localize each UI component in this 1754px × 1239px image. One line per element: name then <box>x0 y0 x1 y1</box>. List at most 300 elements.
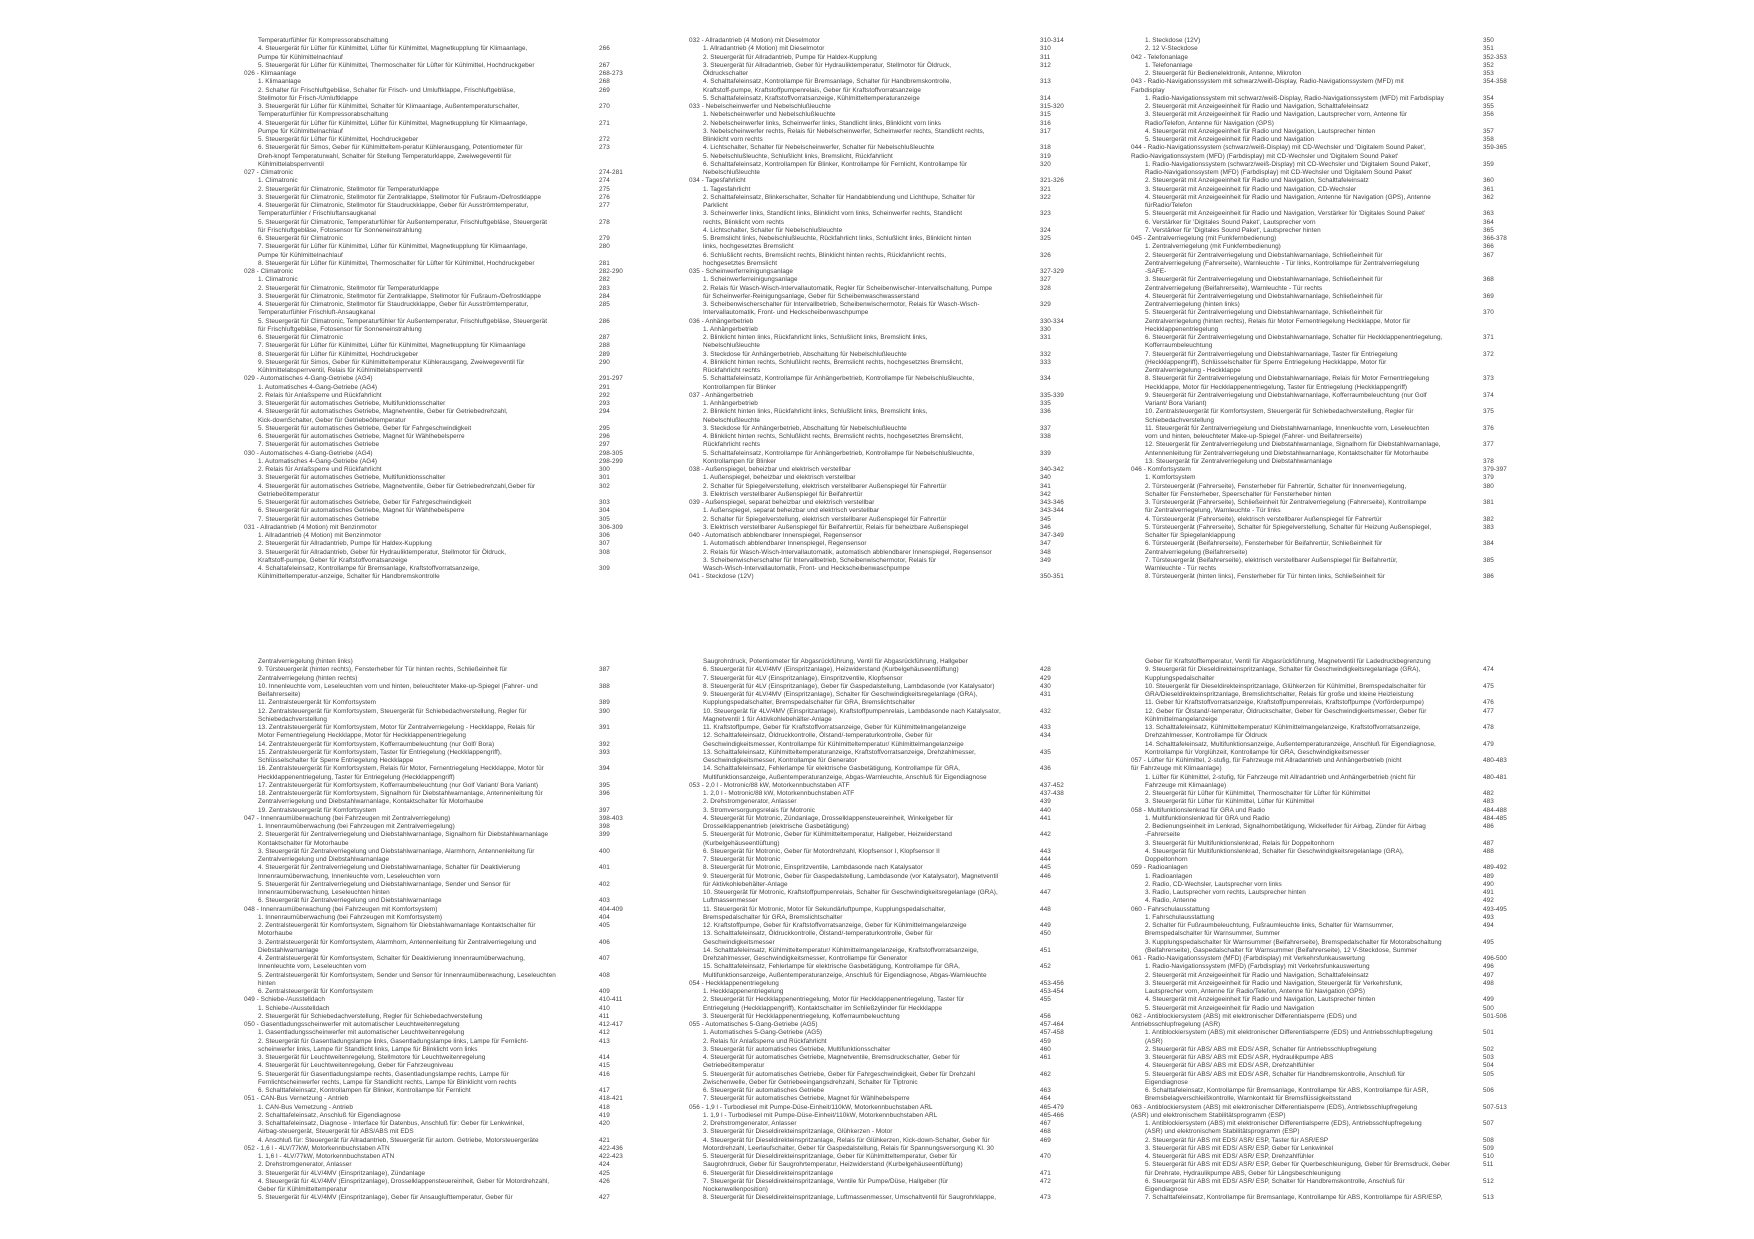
page-reference: 286 <box>599 317 610 325</box>
index-line-text: 029 - Automatisches 4-Gang-Getriebe (AG4) <box>244 375 373 383</box>
page-reference: 421 <box>599 1136 610 1144</box>
index-line-text: 3. Steuergerät mit Anzeigeeinheit für Radio und Navigation, CD-Wechsler <box>1145 185 1357 193</box>
index-line-text: 3. Steuergerät für 4LV/4MV (Einspritzanlage), Zündanlage <box>258 1169 426 1177</box>
index-line <box>244 202 724 210</box>
index-line-text: 4. Steuergerät für 4LV/4MV (Einspritzanlage), Drosselklappensteuereinheit, Geber für Motordrehzahl, <box>258 1177 550 1185</box>
page-reference: 309 <box>599 565 610 572</box>
page-reference: 298-299 <box>599 457 623 465</box>
index-line-text: 2. Schalttafeleinsatz, Blinkerschalter, Schalter für Handabblendung und Lichthupe, Schalter für <box>703 193 975 201</box>
index-line <box>689 765 1169 773</box>
page-reference: 419 <box>599 1111 610 1119</box>
index-line-text: 058 - Multifunktionslenkrad für GRA und Radio <box>1131 806 1266 814</box>
page-reference: 420 <box>599 1120 610 1127</box>
index-line-text: 3. Nebelscheinwerfer rechts, Relais für Nebelscheinwerfer, Scheinwerfer rechts, Standlicht rechts, <box>703 127 985 135</box>
index-line-text: 040 - Automatisch abblendbarer Innenspiegel, Regensensor <box>689 532 862 539</box>
index-line-text: 5. Steuergerät für ABS mit EDS/ ASR/ ESP, Geber für Querbeschleunigung, Geber für Bremsdruck, Geber <box>1145 1161 1450 1169</box>
index-line-text: Lautsprecher vorn, Antenne für Radio/Telefon, Antenne für Navigation (GPS) <box>1145 988 1366 995</box>
index-section-header <box>244 1145 724 1153</box>
index-line <box>244 433 724 441</box>
index-line <box>244 144 724 152</box>
index-line <box>689 153 1169 161</box>
index-line-text: 14. Schalttafeleinsatz, Multifunktionsanzeige, Außentemperaturanzeige, Anschluß für Eigendiagnose, <box>1145 740 1436 748</box>
page-reference: 414 <box>599 1054 610 1061</box>
page-reference: 363 <box>1483 210 1494 218</box>
index-line-text: -Fahrerseite <box>1145 831 1181 839</box>
index-line <box>1131 1062 1611 1070</box>
index-line <box>244 557 724 565</box>
index-line <box>1131 532 1611 540</box>
index-section-header <box>689 532 1169 540</box>
index-line-text: 15. Zentralsteuergerät für Komfortsystem, Taster für Entriegelung (Heckklappengriff), <box>258 748 502 756</box>
index-line <box>689 1137 1169 1145</box>
index-line-text: -SAFE- <box>1145 268 1167 275</box>
index-line-text: Dreh-knopf Temperaturwahl, Schalter für Stellung Temperaturklappe, Zweiwegeventil für <box>258 152 512 160</box>
page-reference: 327-329 <box>1040 268 1064 275</box>
page-reference: 450 <box>1040 930 1051 938</box>
index-line <box>1131 1046 1611 1054</box>
index-line-text: 4. Steuergerät für Lüfter für Kühlmittel, Lüfter für Kühlmittel, Magnetkupplung für Klimaanlage, <box>258 119 528 127</box>
page-reference: 486 <box>1483 823 1494 830</box>
index-line <box>1131 375 1611 383</box>
index-line-text: für Aktivkohlebehälter-Anlage <box>703 880 788 888</box>
page-reference: 302 <box>599 482 610 490</box>
page-reference: 365 <box>1483 226 1494 234</box>
page-reference: 304 <box>599 507 610 515</box>
index-line <box>244 1071 724 1079</box>
page-reference: 336 <box>1040 408 1051 416</box>
page-reference: 510 <box>1483 1153 1494 1160</box>
index-line-text: 3. Scheinwerfer links, Standlicht links, Blinklicht vorn links, Scheinwerfer rechts, Standlicht <box>703 210 963 218</box>
index-line <box>689 1186 1169 1194</box>
index-line <box>1131 483 1611 491</box>
index-line-text: 3. Steuergerät für Climatronic, Stellmotor für Zentralklappe, Stellmotor für Fußraum-/Defrostklappe <box>258 193 542 201</box>
index-line-text: Bremspedalschalter für Warnsummer, Summer <box>1145 930 1280 938</box>
index-line <box>244 724 724 732</box>
index-line <box>244 408 724 416</box>
index-line-text: 3. Steuergerät für ABS/ ABS mit EDS/ ASR, Hydraulikpumpe ABS <box>1145 1054 1334 1061</box>
index-line-text: 5. Steuergerät für ABS/ ABS mit EDS/ ASR, Schalter für Handbremskontrolle, Anschluß für <box>1145 1070 1406 1078</box>
page-reference: 471 <box>1040 1169 1051 1177</box>
page-reference: 341 <box>1040 482 1051 490</box>
index-line <box>1131 342 1611 350</box>
index-line-text: Zentralverriegelung (hinten links) <box>258 658 353 665</box>
page-reference: 349 <box>1040 556 1051 564</box>
index-line <box>244 111 724 119</box>
index-line-text: 2. Relais für Anlaßsperre und Rückfahrlicht <box>258 466 382 473</box>
index-line <box>244 177 724 185</box>
page-reference: 483 <box>1483 798 1494 806</box>
index-line-text: 7. Steuergerät für Zentralverriegelung und Diebstahlwarnanlage, Taster für Entriegelung <box>1145 350 1398 358</box>
page-reference: 448 <box>1040 905 1051 913</box>
index-line <box>244 716 724 724</box>
page-reference: 273 <box>599 144 610 152</box>
index-line-text: 3. Schalttafeleinsatz, Diagnose - Interface für Datenbus, Anschluß für: Geber für Lenkwinkel, <box>258 1120 525 1127</box>
page-reference: 477 <box>1483 707 1494 715</box>
index-section-header <box>689 268 1169 276</box>
index-line <box>244 708 724 716</box>
index-line <box>244 78 724 86</box>
index-line-text: 036 - Anhängerbetrieb <box>689 317 754 325</box>
page-reference: 508 <box>1483 1136 1494 1144</box>
index-line <box>689 549 1169 557</box>
index-line <box>1131 367 1611 375</box>
index-line-text: 6. Steuergerät für automatisches Getriebe <box>703 1087 825 1094</box>
index-line-text: 5. Zentralsteuergerät für Komfortsystem, Sender und Sensor für Innenraumüberwachung, Leseleuchten <box>258 971 556 979</box>
index-line <box>1131 856 1611 864</box>
index-line-text: 9. Steuergerät für Zentralverriegelung und Diebstahlwarnanlage, Kofferraumbeleuchtung (nur Golf <box>1145 391 1427 399</box>
index-line-text: Bremsbelagverschleißkontrolle, Warnkontakt für Bremsflüssigkeitsstand <box>1145 1095 1352 1103</box>
index-line <box>689 1005 1169 1013</box>
index-section-header <box>1131 78 1611 86</box>
index-line <box>689 815 1169 823</box>
index-line-text: 5. Schalttafeleinsatz, Kontrollampe für Anhängerbetrieb, Kontrollampe für Nebelschlußleuchte, <box>703 449 975 457</box>
index-line <box>689 988 1169 996</box>
index-line-text: 2. Steuergerät für Heckklappenentriegelung, Motor für Heckklappenentriegelung, Taster für <box>703 996 965 1004</box>
page-reference: 464 <box>1040 1095 1051 1103</box>
index-line <box>1131 691 1611 699</box>
index-line-text: 2. Steuergerät für Allradantrieb, Pumpe für Haldex-Kupplung <box>703 53 877 61</box>
index-line-text: 048 - Innenraumüberwachung (bei Fahrzeugen mit Komfortsystem) <box>244 905 438 913</box>
index-line-text: (Kurbelgehäuseentlüftung) <box>703 839 780 847</box>
page-reference: 390 <box>599 707 610 715</box>
page-reference: 478 <box>1483 724 1494 731</box>
page-reference: 372 <box>1483 350 1494 358</box>
index-line <box>1131 741 1611 749</box>
index-line-text: 11. Zentralsteuergerät für Komfortsystem <box>258 699 377 707</box>
index-line-text: 6. Schalttafeleinsatz, Kontrollampe für Bremsanlage, Kontrollampe für ABS, Kontrollampe für ASR, <box>1145 1087 1429 1094</box>
index-line-text: 045 - Zentralverriegelung (mit Funkfernbedienung) <box>1131 235 1277 242</box>
index-line-text: Heckklappe, Motor für Heckklappenentriegelung, Taster für Entriegelung (Heckklappengriff) <box>1145 383 1408 391</box>
page-reference: 366-378 <box>1483 235 1507 242</box>
index-line-text: (Heckklappengriff), Schlüsselschalter für Sperre Entriegelung Heckklappe, Motor für <box>1145 358 1387 366</box>
index-line-text: Luftmassenmesser <box>703 897 758 905</box>
page-reference: 469 <box>1040 1136 1051 1144</box>
index-line-text: 1. 1,9 l - Turbodiesel mit Pumpe-Düse-Einheit/110kW, Motorkennbuchstaben ARL <box>703 1111 938 1119</box>
index-line <box>689 658 1169 666</box>
index-line <box>244 466 724 474</box>
page-reference: 378 <box>1483 457 1494 465</box>
index-line <box>689 840 1169 848</box>
index-line-text: 8. Steuergerät für Zentralverriegelung und Diebstahlwarnanlage, Relais für Motor Fernentriegelung <box>1145 375 1430 383</box>
index-line-text: Heckklappenentriegelung, Taster für Entriegelung (Heckklappengriff) <box>258 773 455 781</box>
index-line-text: 2. Nebelscheinwerfer links, Scheinwerfer links, Standlicht links, Blinklicht vorn links <box>703 119 942 127</box>
page-reference: 335 <box>1040 400 1051 407</box>
index-line <box>689 276 1169 284</box>
index-line-text: 1. Innenraumüberwachung (bei Fahrzeugen mit Zentralverriegelung) <box>258 823 455 830</box>
index-line-text: 1. Antiblockiersystem (ABS) mit elektronischer Differentialsperre (EDS) und Antriebsschlupfregelung <box>1145 1029 1433 1037</box>
index-line-text: Geschwindigkeitsmesser, Kontrollampe für Kühlmitteltemperatur/ Kühlmittelmangelanzeige <box>703 740 964 748</box>
page-reference: 487 <box>1483 839 1494 847</box>
index-line-text: 14. Schalttafeleinsatz, Fehlerlampe für elektrische Gasbetätigung, Kontrollampe für GRA, <box>703 765 960 773</box>
index-line <box>1131 774 1611 782</box>
index-line <box>244 666 724 674</box>
index-section-header <box>689 782 1169 790</box>
index-line <box>244 276 724 284</box>
page-reference: 366 <box>1483 243 1494 251</box>
page-reference: 364 <box>1483 218 1494 226</box>
index-line <box>1131 573 1611 581</box>
page-reference: 428 <box>1040 666 1051 674</box>
index-line <box>244 823 724 831</box>
page-reference: 284 <box>599 292 610 300</box>
index-line-text: 5. Steuergerät für Motronic, Geber für Kühlmitteltemperatur, Hallgeber, Heizwiderstand <box>703 831 953 839</box>
index-line <box>1131 683 1611 691</box>
page-reference: 356 <box>1483 111 1494 119</box>
index-line-text: 059 - Radioanlagen <box>1131 864 1188 872</box>
index-line <box>689 1054 1169 1062</box>
index-column-top-right <box>1131 37 1611 582</box>
index-line-text: 049 - Schiebe-/Ausstelldach <box>244 996 325 1004</box>
page-reference: 347-349 <box>1040 532 1064 539</box>
page-reference: 305 <box>599 515 610 523</box>
index-line <box>244 881 724 889</box>
index-line <box>689 848 1169 856</box>
index-line <box>244 831 724 839</box>
index-line <box>1131 219 1611 227</box>
index-line <box>1131 699 1611 707</box>
index-line <box>1131 889 1611 897</box>
index-line <box>1131 392 1611 400</box>
page-reference: 410 <box>599 1004 610 1012</box>
index-line <box>689 1170 1169 1178</box>
index-line-text: Blinklicht vorn rechts <box>703 136 763 143</box>
index-line <box>1131 798 1611 806</box>
index-line-text: 2. Türsteuergerät (Fahrerseite), Fensterheber für Fahrertür, Schalter für Innenverriegelung, <box>1145 482 1407 490</box>
index-line-text: 5. Steuergerät für automatisches Getriebe, Geber für Fahrgeschwindigkeit <box>258 424 472 432</box>
index-line-text: 16. Zentralsteuergerät für Komfortsystem, Relais für Motor, Fernentriegelung Heckklappe, Motor für <box>258 765 544 773</box>
index-line-text: Motor Fernentriegelung Heckklappe, Motor für Heckklappenentriegelung <box>258 732 467 740</box>
index-line-text: 7. Steuergerät für Lüfter für Kühlmittel, Lüfter für Kühlmittel, Magnetkupplung für Klimaanlage <box>258 342 526 350</box>
index-section-header <box>244 996 724 1004</box>
index-line-text: 6. Schlußlicht rechts, Bremslicht rechts, Blinklicht hinten rechts, Rückfahrlicht rechts, <box>703 251 947 259</box>
index-line-text: 3. Türsteuergerät (Fahrerseite), Schließeinheit für Zentralverriegelung (Fahrerseite), Kontrollampe <box>1145 499 1427 506</box>
index-line <box>689 202 1169 210</box>
index-line-text: 7. Steuergerät für automatisches Getriebe, Magnet für Wählhebelsperre <box>703 1095 910 1103</box>
page-reference: 326 <box>1040 251 1051 259</box>
index-line <box>244 972 724 980</box>
index-section-header <box>1131 144 1611 152</box>
page-reference: 467 <box>1040 1120 1051 1127</box>
page-reference: 497 <box>1483 971 1494 979</box>
index-line <box>689 889 1169 897</box>
index-line-text: 2. Steuergerät für Schiebedachverstellung, Regler für Schiebedachverstellung <box>258 1012 483 1020</box>
index-line-text: Drehzahlmesser, Kontrollampe für Öldruck <box>1145 732 1268 740</box>
index-line <box>1131 1178 1611 1186</box>
index-line <box>244 939 724 947</box>
index-line-text: 4. Steuergerät für ABS/ ABS mit EDS/ ASR, Drehzahlfühler <box>1145 1062 1315 1070</box>
index-line-text: 1. Radio-Navigationssystem mit schwarz/weiß-Display, Radio-Navigationssystem (MFD) mit Farbdisplay <box>1145 94 1444 102</box>
index-line <box>244 1013 724 1021</box>
index-line-text: Entriegelung (Heckklappengriff), Kontaktschalter im Schließzylinder für Heckklappe <box>703 1004 943 1012</box>
index-line-text: 1. Allradantrieb (4 Motion) mit Dieselmotor <box>703 45 825 53</box>
index-line-text: 3. Steckdose für Anhängerbetrieb, Abschaltung für Nebelschlußleuchte <box>703 424 907 432</box>
index-line-text: 7. Steuergerät für 4LV (Einspritzanlage), Einspritzventile, Klopfsensor <box>703 674 903 682</box>
index-line-text: 3. Radio, Lautsprecher vorn rechts, Lautsprecher hinten <box>1145 889 1306 896</box>
index-line-text: 3. Steuergerät mit Anzeigeeinheit für Radio und Navigation, Lautsprecher vorn, Antenne für <box>1145 111 1408 119</box>
index-line-text: 8. Steuergerät für Lüfter für Kühlmittel, Thermoschalter für Lüfter für Kühlmittel, Hochdruckgeber <box>258 259 535 267</box>
index-section-header <box>244 1095 724 1103</box>
index-line-text: 3. Steuergerät für automatisches Getriebe, Multifunktionsschalter <box>258 474 446 482</box>
index-line <box>1131 408 1611 416</box>
index-line <box>689 922 1169 930</box>
index-line-text: 3. Scheibenwischerschalter für Intervallbetrieb, Scheibenwischermotor, Relais für <box>703 556 937 564</box>
page-reference: 321 <box>1040 185 1051 193</box>
index-line <box>244 1153 724 1161</box>
index-line-text: 053 - 2,0 l - Motronic/88 kW, Motorkennbuchstaben ATF <box>689 781 850 789</box>
index-line-text: 4. Steuergerät für Climatronic, Stellmotor für Staudruckklappe, Geber für Ausströmtemperatur, <box>258 301 529 308</box>
index-line-text: 038 - Außenspiegel, beheizbar und elektrisch verstellbar <box>689 466 851 473</box>
index-line-text: Saugrohrdruck, Potentiometer für Abgasrückführung, Ventil für Abgasrückführung, Hallgeber <box>703 658 968 665</box>
index-line-text: 12. Kraftstoffpumpe, Geber für Kraftstoffvorratsanzeige, Geber für Kühlmittelmangelanzeige <box>703 922 967 929</box>
index-section-header <box>1131 153 1611 161</box>
index-line-text: Geber für Kühlmitteltemperatur <box>258 1186 348 1193</box>
page-reference: 404-409 <box>599 905 623 913</box>
index-line-text: Innenleuchte vorn, Leseleuchten vorn <box>258 963 367 971</box>
index-line <box>689 375 1169 383</box>
page-reference: 430 <box>1040 682 1051 690</box>
index-line-text: 1. Klimaanlage <box>258 78 301 86</box>
index-line-text: 6. Zentralsteuergerät für Komfortsystem <box>258 988 373 995</box>
page-reference: 360 <box>1483 177 1494 185</box>
index-line <box>244 309 724 317</box>
index-line-text: 1. Tagesfahrlicht <box>703 185 751 193</box>
index-line-text: 1. Climatronic <box>258 177 298 185</box>
index-line-text: Zentralverriegelung und Diebstahlwarnanlage <box>258 856 390 863</box>
index-line <box>689 111 1169 119</box>
index-line <box>1131 177 1611 185</box>
index-line-text: Zwischenwelle, Geber für Getriebeeingangsdrehzahl, Schalter für Tiptronic <box>703 1078 918 1086</box>
index-line-text: 10. Innenleuchte vorn, Leseleuchten vorn und hinten, beleuchteter Make-up-Spiegel (Fahrer- und <box>258 682 538 690</box>
page-reference: 480-483 <box>1483 757 1507 764</box>
page-reference: 351 <box>1483 45 1494 53</box>
index-line-text: Kupplungspedalschalter <box>1145 674 1215 682</box>
index-line <box>1131 1029 1611 1037</box>
index-line <box>689 996 1169 1004</box>
index-section-header <box>244 524 724 532</box>
index-line-text: Getriebeöltemperatur <box>703 1062 765 1070</box>
index-line-text: 3. Steuergerät mit Anzeigeeinheit für Radio und Navigation, Steuergerät für Verkehrsfunk, <box>1145 979 1403 987</box>
index-line-text: vorn und hinten, beleuchteter Make-up-Spiegel (Fahrer- und Beifahrerseite) <box>1145 433 1363 440</box>
index-line <box>244 186 724 194</box>
page-reference: 278 <box>599 218 610 226</box>
page-reference: 375 <box>1483 408 1494 416</box>
page-reference: 407 <box>599 955 610 962</box>
page-reference: 324 <box>1040 226 1051 234</box>
page-reference: 271 <box>599 119 610 127</box>
index-line-text: 13. Zentralsteuergerät für Komfortsystem, Motor für Zentralverriegelung - Heckklappe, Relais für <box>258 724 535 731</box>
index-line <box>244 194 724 202</box>
index-line-text: 1. Scheinwerferreinigungsanlage <box>703 276 798 284</box>
index-line-text: Öldruckschalter <box>703 70 749 77</box>
page-reference: 318 <box>1040 144 1051 152</box>
index-line-text: 2. Steuergerät für Gasentladungslampe links, Gasentladungslampe links, Lampe für Fernlicht- <box>258 1037 529 1045</box>
index-line <box>1131 930 1611 938</box>
index-line-text: 028 - Climatronic <box>244 268 294 275</box>
page-reference: 468 <box>1040 1128 1051 1136</box>
page-reference: 406 <box>599 938 610 946</box>
index-line-text: 4. Schalttafeleinsatz, Kontrollampe für Bremsanlage, Schalter für Handbremskontrolle, <box>703 78 952 86</box>
page-reference: 482 <box>1483 790 1494 797</box>
index-line <box>244 1046 724 1054</box>
index-line <box>689 351 1169 359</box>
index-line <box>1131 716 1611 724</box>
index-line <box>244 318 724 326</box>
index-line-text: 3. Steuergerät für automatisches Getriebe, Multifunktionsschalter <box>703 1045 891 1053</box>
index-line <box>1131 161 1611 169</box>
index-line-text: 7. Türsteuergerät (Beifahrerseite), elektrisch verstellbarer Außenspiegel für Beifahrertür, <box>1145 556 1398 564</box>
index-line <box>689 161 1169 169</box>
page-reference: 502 <box>1483 1045 1494 1053</box>
page-reference: 429 <box>1040 674 1051 682</box>
page-reference: 418 <box>599 1103 610 1111</box>
index-line-text: 2. Schalter für Spiegelverstellung, elektrisch verstellbarer Außenspiegel für Fahrertür <box>703 482 947 490</box>
page-reference: 267 <box>599 61 610 69</box>
index-line-text: 9. Steuergerät für Simos, Geber für Kühlmitteltemperatur Kühlerausgang, Zweiwegeventil für <box>258 358 525 366</box>
index-line <box>689 285 1169 293</box>
index-line <box>689 210 1169 218</box>
page-reference: 274-281 <box>599 169 623 176</box>
index-line-text: 1. Fahrschulausstattung <box>1145 913 1215 921</box>
index-column-top-left <box>244 37 724 582</box>
index-line-text: 1. Allradantrieb (4 Motion) mit Benzinmotor <box>258 532 382 539</box>
index-line-text: Antennenleitung für Zentralverriegelung und Diebstahlwarnanlage, Kontaktschalter für Motorhaube <box>1145 449 1429 457</box>
index-line <box>1131 507 1611 515</box>
index-line <box>1131 37 1611 45</box>
index-line-text: 1. CAN-Bus Vernetzung - Antrieb <box>258 1103 353 1111</box>
page-reference: 274 <box>599 177 610 185</box>
index-line <box>1131 815 1611 823</box>
index-line-text: Zentralverriegelung (Beifahrerseite) <box>1145 548 1248 556</box>
index-line <box>689 955 1169 963</box>
page-reference: 276 <box>599 193 610 201</box>
page-reference: 422-423 <box>599 1153 623 1160</box>
index-line-text: für Fahrzeuge mit Klimaanlage) <box>1131 765 1222 773</box>
index-line <box>689 458 1169 466</box>
index-line <box>689 227 1169 235</box>
page-reference: 491 <box>1483 889 1494 896</box>
index-line-text: 1. Außenspiegel, separat beheizbar und elektrisch verstellbar <box>703 507 880 515</box>
page-reference: 500 <box>1483 1004 1494 1012</box>
index-section-header <box>1131 54 1611 62</box>
index-section-header <box>244 1021 724 1029</box>
index-line <box>689 881 1169 889</box>
index-line <box>1131 103 1611 111</box>
index-line <box>689 807 1169 815</box>
page-reference: 345 <box>1040 515 1051 523</box>
index-line-text: 3. Kupplungspedalschalter für Warnsummer (Beifahrerseite), Bremspedalschalter für Motorabschaltung <box>1145 938 1442 946</box>
index-line-text: Pumpe für Kühlmittelnachlauf <box>258 127 343 135</box>
index-line-text: Multifunktionsanzeige, Außentemperaturanzeige, Anschluß für Eigendiagnose, Abgas-Warnleuchte <box>703 971 987 979</box>
page-reference: 319 <box>1040 152 1051 160</box>
index-line-text: 7. Verstärker für 'Digitales Sound Paket', Lautsprecher hinten <box>1145 226 1321 234</box>
index-line <box>1131 318 1611 326</box>
index-line-text: 4. Steuergerät für Leuchtweitenregelung, Geber für Fahrzeugniveau <box>258 1062 454 1070</box>
index-line-text: 3. Steuergerät für Multifunktionslenkrad, Relais für Doppeltonhorn <box>1145 839 1335 847</box>
index-line <box>1131 276 1611 284</box>
page-reference: 505 <box>1483 1070 1494 1078</box>
index-line <box>1131 227 1611 235</box>
index-line-text: 7. Steuergerät für automatisches Getriebe <box>258 515 380 523</box>
index-line-text: Antriebsschlupfregelung (ASR) <box>1131 1021 1221 1028</box>
index-line-text: Kraftstoff-pumpe, Geber für Kraftstoffvorratsanzeige <box>258 556 408 564</box>
index-line <box>244 400 724 408</box>
index-line <box>244 499 724 507</box>
page-reference: 463 <box>1040 1087 1051 1094</box>
index-line-text: 2. 12 V-Steckdose <box>1145 45 1198 53</box>
index-line <box>689 699 1169 707</box>
page-reference: 489-492 <box>1483 864 1507 872</box>
index-line-text: 4. Steuergerät mit Anzeigeeinheit für Radio und Navigation, Lautsprecher hinten <box>1145 127 1376 135</box>
